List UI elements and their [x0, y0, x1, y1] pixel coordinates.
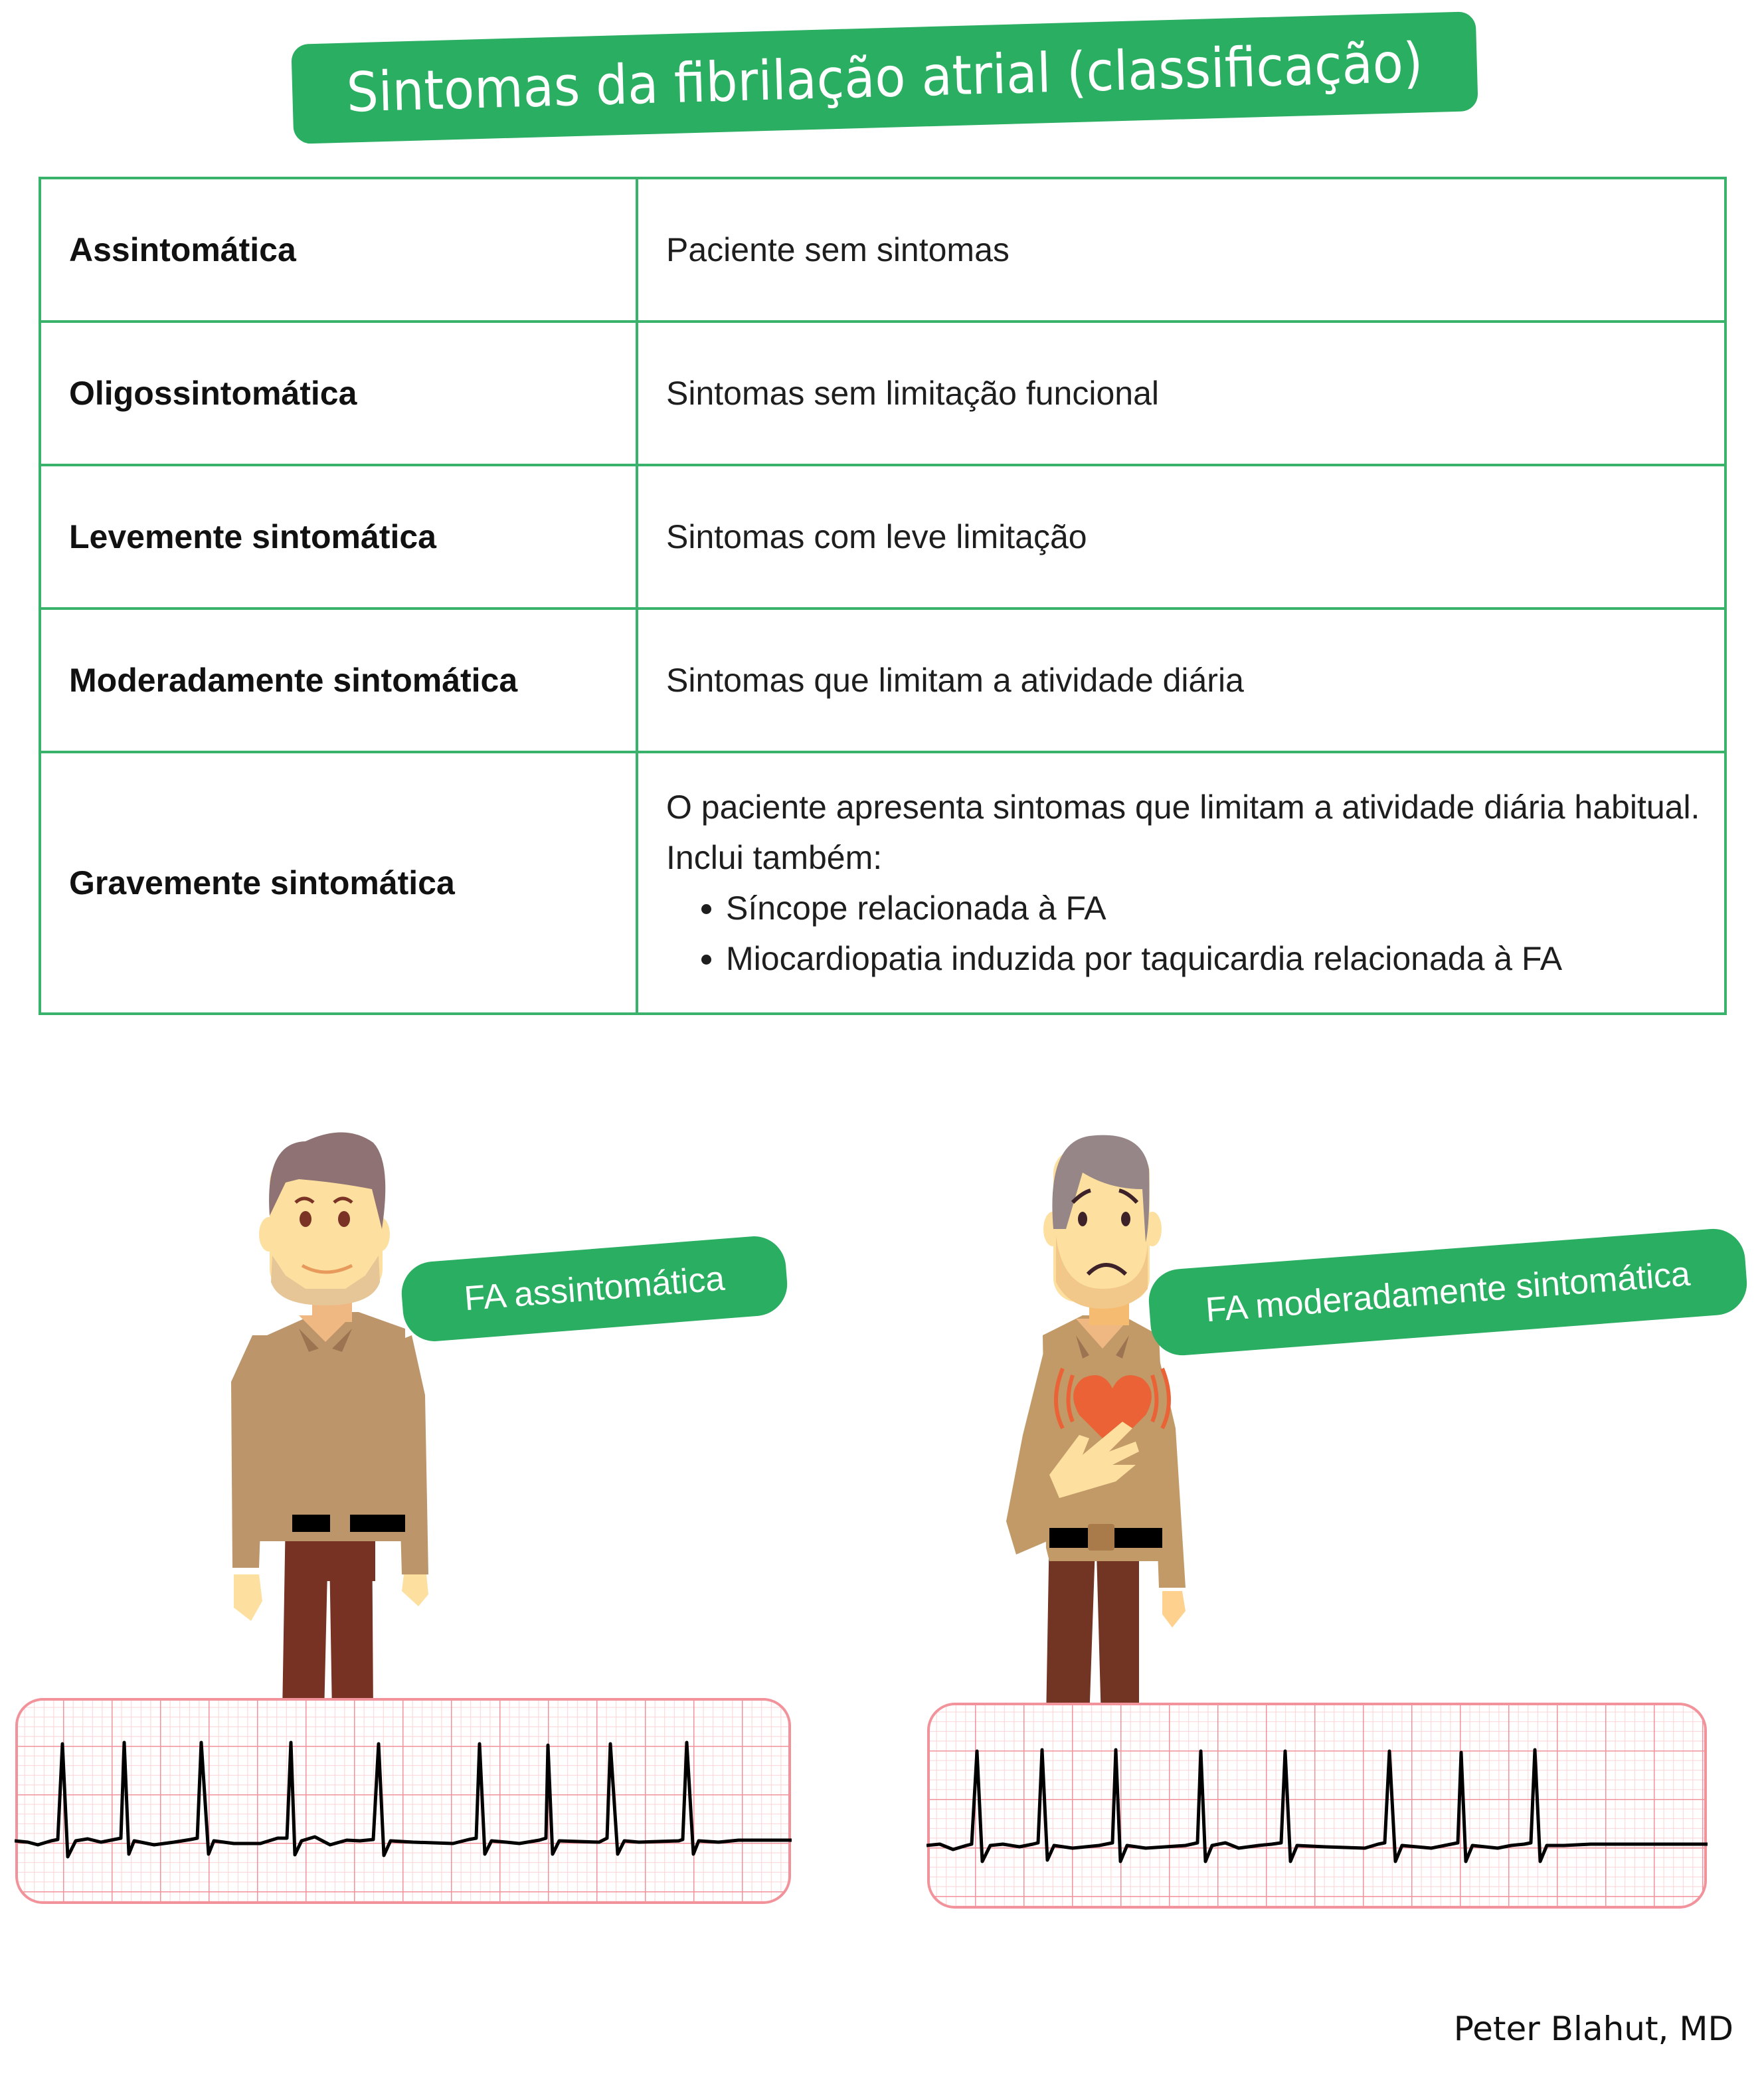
table-row — [40, 609, 1725, 752]
ecg-strip-right — [926, 1702, 1708, 1915]
table-row — [40, 752, 1725, 1014]
title-banner — [291, 11, 1478, 144]
author-credit: Peter Blahut, MD — [1453, 2010, 1733, 2048]
smiling-man-icon — [226, 1116, 505, 1714]
row-label: Oligossintomática — [40, 322, 637, 465]
bullet-list — [666, 883, 1723, 984]
bullet-item: • Síncope relacionada à FA — [726, 883, 1723, 933]
row-description: Sintomas sem limitação funcional — [637, 322, 1725, 465]
table-row — [40, 465, 1725, 609]
classification-table — [39, 177, 1727, 1015]
row-label: Levemente sintomática — [40, 465, 637, 609]
table-row — [40, 322, 1725, 465]
bullet-item: • Miocardiopatia induzida por taquicardia relacionada à FA — [726, 933, 1723, 984]
row-label: Moderadamente sintomática — [40, 609, 637, 752]
row-description — [637, 752, 1725, 1014]
row-description: Sintomas que limitam a atividade diária — [637, 609, 1725, 752]
row-description: Paciente sem sintomas — [637, 178, 1725, 322]
row-description-text: O paciente apresenta sintomas que limitam a atividade diária habitual. Inclui também: — [666, 789, 1700, 876]
table-row — [40, 178, 1725, 322]
worried-man-holding-chest-icon — [983, 1123, 1262, 1721]
bubble-label: FA assintomática — [462, 1259, 727, 1319]
row-label: Assintomática — [40, 178, 637, 322]
row-description: Sintomas com leve limitação — [637, 465, 1725, 609]
ecg-strip-left — [15, 1697, 792, 1910]
page-title: Sintomas da fibrilação atrial (classificação) — [345, 31, 1424, 125]
bubble-label: FA moderadamente sintomática — [1204, 1254, 1692, 1330]
row-label: Gravemente sintomática — [40, 752, 637, 1014]
